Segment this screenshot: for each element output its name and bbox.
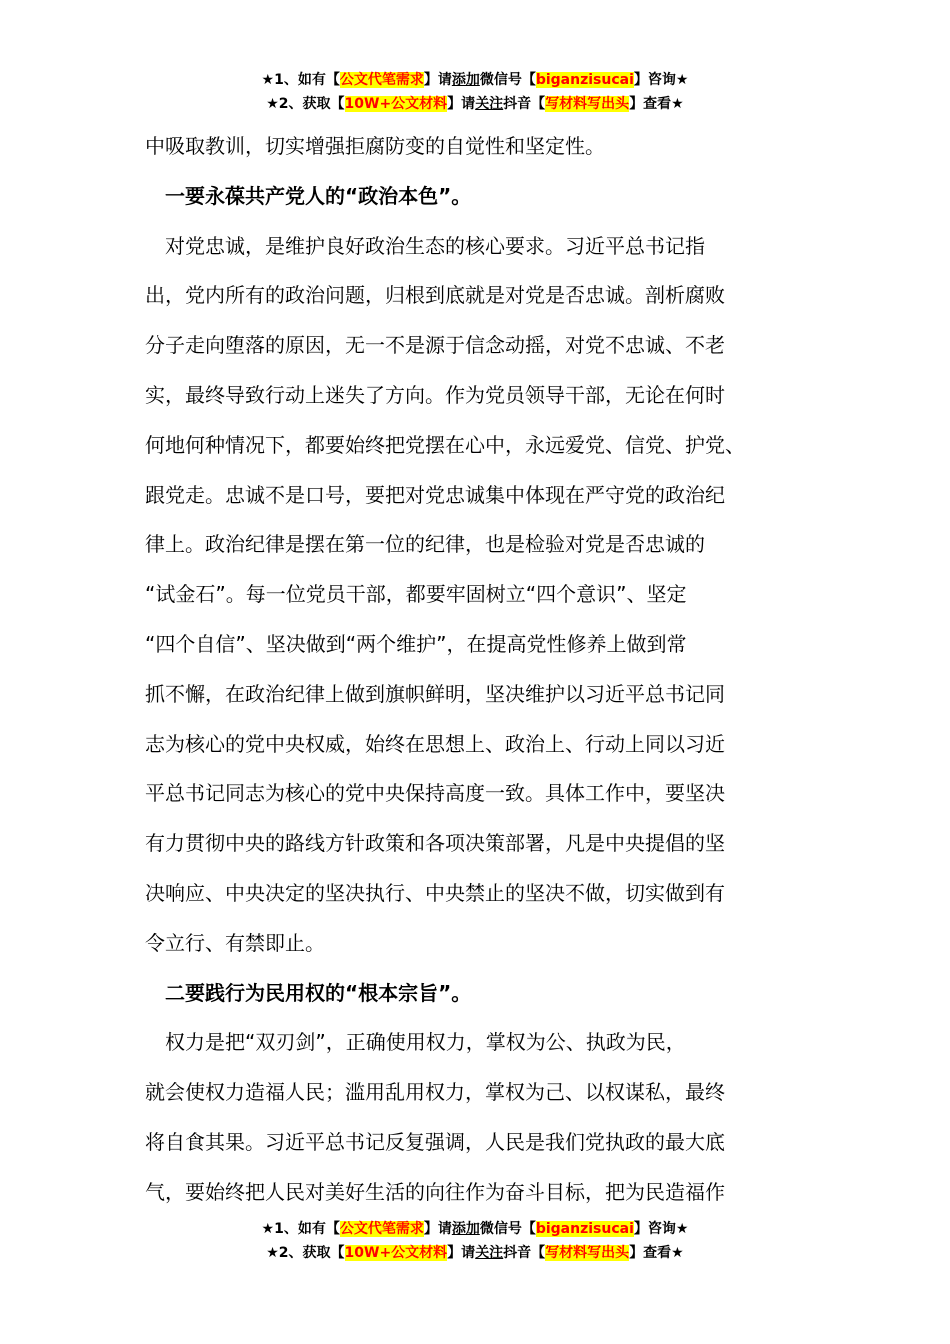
section-heading-2: 二要践行为民用权的“根本宗旨”。 [145,980,472,1005]
body-line: 对党忠诚，是维护良好政治生态的核心要求。习近平总书记指 [145,233,705,258]
body-line: 实，最终导致行动上迷失了方向。作为党员领导干部，无论在何时 [145,382,725,407]
header-banner [0,68,950,116]
section-heading-1: 一要永葆共产党人的“政治本色”。 [145,183,472,208]
banner-line-2: ★2、获取【10W+公文材料】请关注抖音【写材料写出头】查看★ [266,96,684,112]
body-line: 令立行、有禁即止。 [145,930,325,955]
body-line: 律上。政治纪律是摆在第一位的纪律，也是检验对党是否忠诚的 [145,532,705,557]
body-line: 抓不懈，在政治纪律上做到旗帜鲜明，坚决维护以习近平总书记同 [145,681,725,706]
body-line: 何地何种情况下，都要始终把党摆在心中，永远爱党、信党、护党、 [145,432,745,457]
banner-line-1: ★1、如有【公文代笔需求】请添加微信号【biganzisucai】咨询★ [261,1221,689,1237]
highlight-materials: 10W+公文材料 [344,96,448,112]
highlight-materials: 10W+公文材料 [344,1245,448,1261]
highlight-wechat-id: biganzisucai [535,1221,634,1237]
body-line: 就会使权力造福人民；滥用乱用权力，掌权为己、以权谋私，最终 [145,1080,725,1105]
document-body [145,122,813,1218]
body-line: 气，要始终把人民对美好生活的向往作为奋斗目标，把为民造福作 [145,1179,725,1204]
highlight-service: 公文代笔需求 [339,1221,424,1237]
body-line: 决响应、中央决定的坚决执行、中央禁止的坚决不做，切实做到有 [145,880,725,905]
body-line: 志为核心的党中央权威，始终在思想上、政治上、行动上同以习近 [145,731,725,756]
highlight-douyin-id: 写材料写出头 [545,96,630,112]
highlight-service: 公文代笔需求 [339,72,424,88]
banner-line-1: ★1、如有【公文代笔需求】请添加微信号【biganzisucai】咨询★ [261,72,689,88]
body-line: 分子走向堕落的原因，无一不是源于信念动摇，对党不忠诚、不老 [145,333,725,358]
body-line: 将自食其果。习近平总书记反复强调，人民是我们党执政的最大底 [145,1129,725,1154]
highlight-wechat-id: biganzisucai [535,72,634,88]
footer-banner [0,1217,950,1265]
body-line: “试金石”。每一位党员干部，都要牢固树立“四个意识”、坚定 [145,582,687,607]
body-line: 出，党内所有的政治问题，归根到底就是对党是否忠诚。剖析腐败 [145,283,725,308]
body-line: 平总书记同志为核心的党中央保持高度一致。具体工作中，要坚决 [145,781,725,806]
banner-line-2: ★2、获取【10W+公文材料】请关注抖音【写材料写出头】查看★ [266,1245,684,1261]
body-line: 有力贯彻中央的路线方针政策和各项决策部署，凡是中央提倡的坚 [145,831,725,856]
highlight-douyin-id: 写材料写出头 [545,1245,630,1261]
body-line: “四个自信”、坚决做到“两个维护”，在提高党性修养上做到常 [145,631,687,656]
body-line: 中吸取教训，切实增强拒腐防变的自觉性和坚定性。 [145,134,605,158]
body-line: 跟党走。忠诚不是口号，要把对党忠诚集中体现在严守党的政治纪 [145,482,725,507]
body-line: 权力是把“双刃剑”，正确使用权力，掌权为公、执政为民， [145,1030,686,1055]
